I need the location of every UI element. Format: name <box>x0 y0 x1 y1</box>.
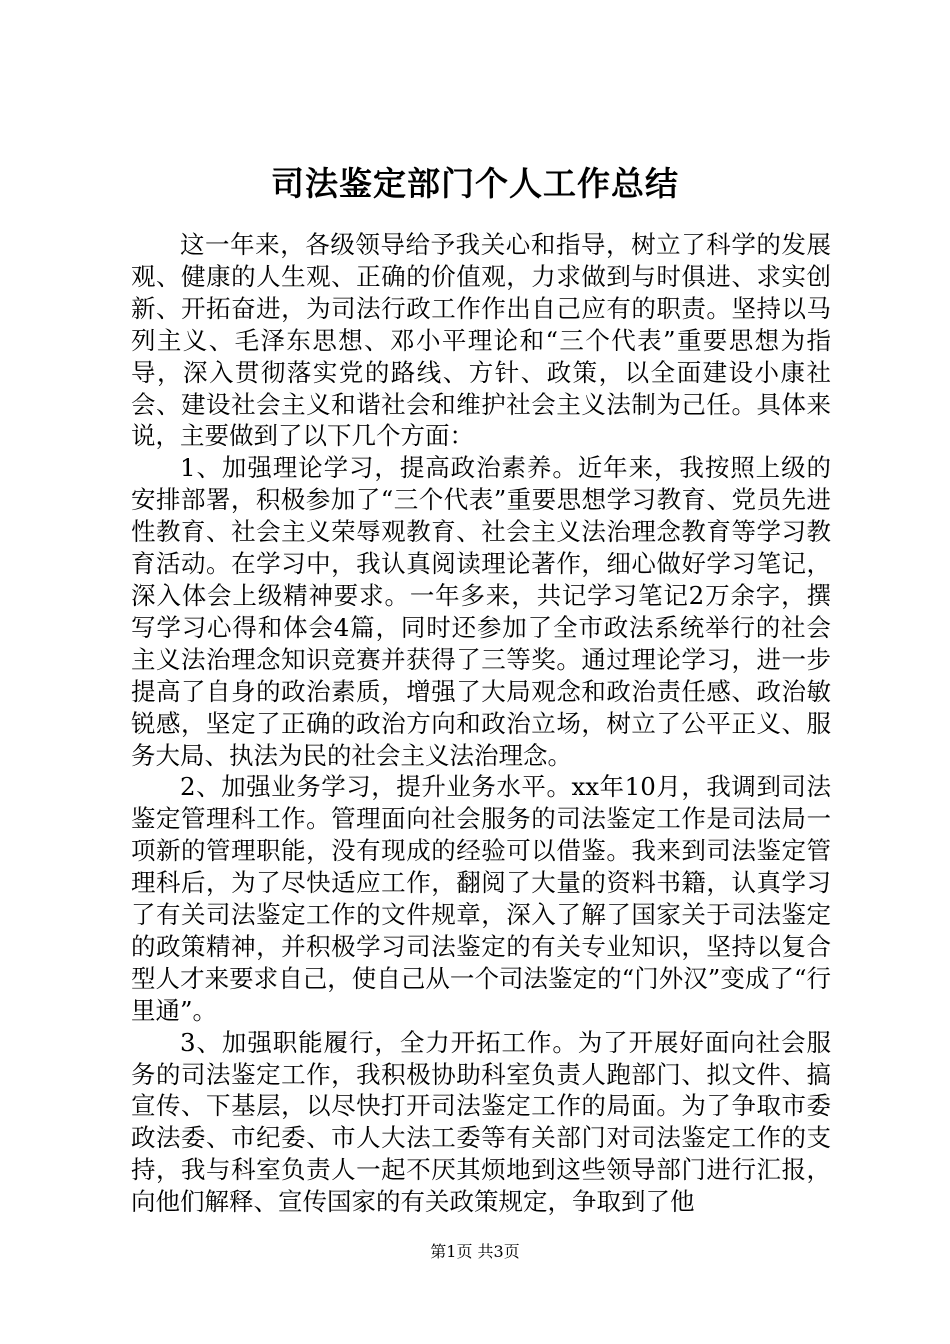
paragraph-intro: 这一年来，各级领导给予我关心和指导，树立了科学的发展观、健康的人生观、正确的价值观，力求做到与时俱进、求实创新、开拓奋进，为司法行政工作作出自己应有的职责。坚持以马列主义、毛泽东思想、邓小平理论和“三个代表”重要思想为指导，深入贯彻落实党的路线、方针、政策，以全面建设小康社会、建设社会主义和谐社会和维护社会主义法制为己任。具体来说，主要做到了以下几个方面： <box>131 230 831 451</box>
paragraph-business-study: 2、加强业务学习，提升业务水平。xx年10月，我调到司法鉴定管理科工作。管理面向社会服务的司法鉴定工作是司法局一项新的管理职能，没有现成的经验可以借鉴。我来到司法鉴定管理科后，为了尽快适应工作，翻阅了大量的资料书籍，认真学习了有关司法鉴定工作的文件规章，深入了解了国家关于司法鉴定的政策精神，并积极学习司法鉴定的有关专业知识，坚持以复合型人才来要求自己，使自己从一个司法鉴定的“门外汉”变成了“行里通”。 <box>131 772 831 1025</box>
page-title: 司法鉴定部门个人工作总结 <box>271 164 679 203</box>
paragraph-duty-performance: 3、加强职能履行，全力开拓工作。为了开展好面向社会服务的司法鉴定工作，我积极协助科室负责人跑部门、拟文件、搞宣传、下基层，以尽快打开司法鉴定工作的局面。为了争取市委政法委、市纪委、市人大法工委等有关部门对司法鉴定工作的支持，我与科室负责人一起不厌其烦地到这些领导部门进行汇报，向他们解释、宣传国家的有关政策规定，争取到了他 <box>131 1027 831 1217</box>
page-number-footer: 第1页 共3页 <box>430 1242 520 1261</box>
document-body <box>131 229 831 1218</box>
paragraph-theory-study: 1、加强理论学习，提高政治素养。近年来，我按照上级的安排部署，积极参加了“三个代表”重要思想学习教育、党员先进性教育、社会主义荣辱观教育、社会主义法治理念教育等学习教育活动。在学习中，我认真阅读理论著作，细心做好学习笔记，深入体会上级精神要求。一年多来，共记学习笔记2万余字，撰写学习心得和体会4篇，同时还参加了全市政法系统举行的社会主义法治理念知识竞赛并获得了三等奖。通过理论学习，进一步提高了自身的政治素质，增强了大局观念和政治责任感、政治敏锐感，坚定了正确的政治方向和政治立场，树立了公平正义、服务大局、执法为民的社会主义法治理念。 <box>131 453 831 770</box>
